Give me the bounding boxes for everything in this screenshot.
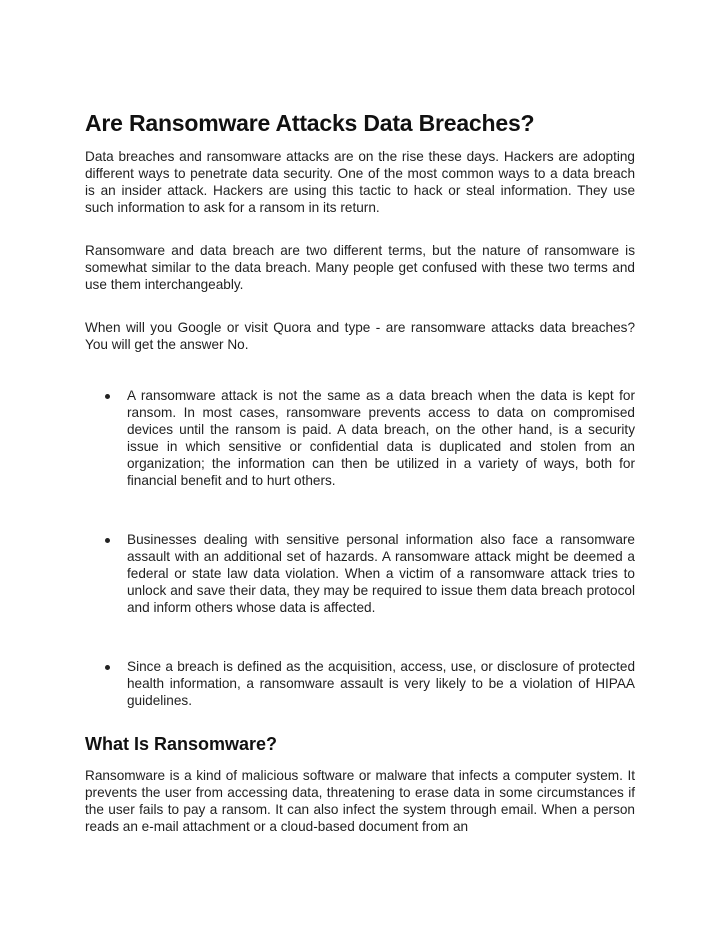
bullet-text: A ransomware attack is not the same as a data breach when the data is kept for ransom. In most cases, ransomware prevents access to data on compromised devices until the ransom is paid. A data breach, on the other hand, is a security issue in which sensitive or confidential data is duplicated and stolen from an organization; the information can then be utilized in a variety of ways, both for financial benefit and to hurt others.	[127, 388, 635, 488]
page-title: Are Ransomware Attacks Data Breaches?	[85, 110, 535, 136]
bullet-icon	[105, 665, 110, 670]
bullet-item	[85, 658, 635, 709]
section-what-is-ransomware	[85, 733, 635, 835]
bullet-item	[85, 531, 635, 616]
section-heading: What Is Ransomware?	[85, 734, 278, 754]
comparison-paragraph: Ransomware and data breach are two different terms, but the nature of ransomware is somewhat similar to the data breach. Many people get confused with these two terms and use them interchangeably.	[85, 243, 635, 292]
intro-paragraph: Data breaches and ransomware attacks are on the rise these days. Hackers are adopting different ways to penetrate data security. One of the most common ways to a data breach is an insider attack. Hackers are using this tactic to hack or steal information. They use such information to ask for a ransom in its return.	[85, 149, 635, 215]
document-page	[85, 108, 635, 835]
bullet-item	[85, 387, 635, 489]
search-answer-paragraph: When will you Google or visit Quora and type - are ransomware attacks data breaches? You will get the answer No.	[85, 320, 635, 352]
bullet-text: Businesses dealing with sensitive personal information also face a ransomware assault with an additional set of hazards. A ransomware attack might be deemed a federal or state law data violation. When a victim of a ransomware attack tries to unlock and save their data, they may be required to issue them data breach protocol and inform others whose data is affected.	[127, 532, 635, 615]
bullet-icon	[105, 538, 110, 543]
bullet-text: Since a breach is defined as the acquisition, access, use, or disclosure of protected health information, a ransomware assault is very likely to be a violation of HIPAA guidelines.	[127, 659, 635, 708]
bullet-icon	[105, 394, 110, 399]
section-paragraph: Ransomware is a kind of malicious software or malware that infects a computer system. It prevents the user from accessing data, threatening to erase data in some circumstances if the user fails to pay a ransom. It can also infect the system through email. When a person reads an e-mail attachment or a cloud-based document from an	[85, 768, 635, 834]
bullet-list	[85, 387, 635, 709]
